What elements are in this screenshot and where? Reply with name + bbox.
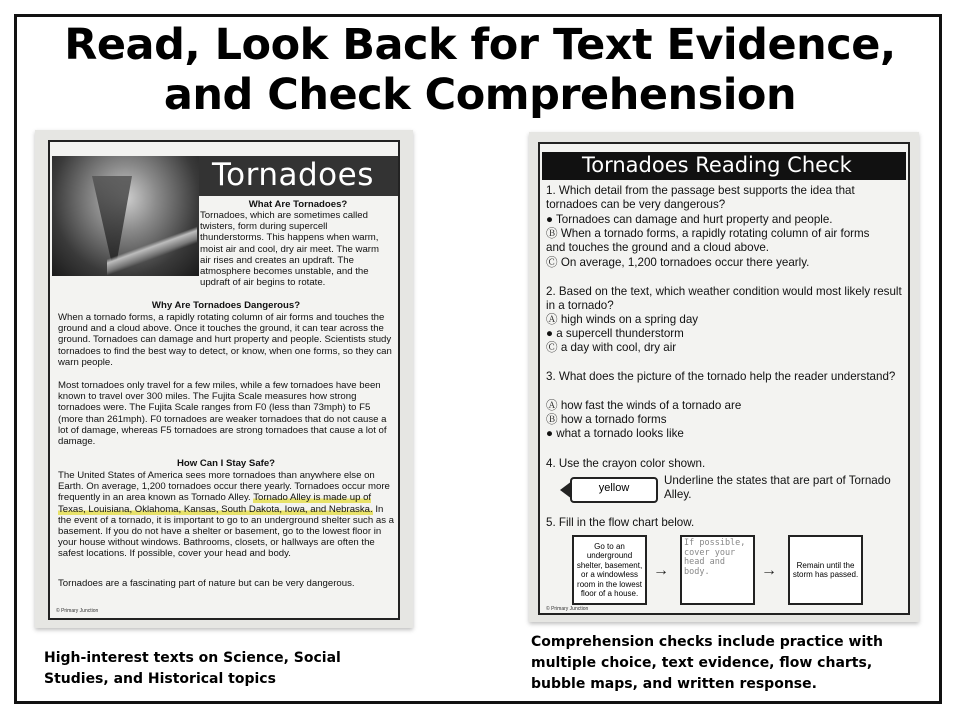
heading-stay-safe: How Can I Stay Safe? <box>176 458 276 469</box>
question-2: 2. Based on the text, which weather condition would most likely result in a tornado? <box>546 285 902 313</box>
crayon-color-label: yellow <box>598 482 630 494</box>
heading-why-dangerous: Why Are Tornadoes Dangerous? <box>151 300 301 311</box>
article-title: Tornadoes <box>212 157 374 193</box>
paragraph-5: Tornadoes are a fascinating part of nature but can be very dangerous. <box>58 578 355 589</box>
left-caption: High-interest texts on Science, Social Studies, and Historical topics <box>44 650 341 687</box>
q1-option-a: ● Tornadoes can damage and hurt property and people. <box>546 213 833 226</box>
q3-option-b: Ⓑ how a tornado forms <box>546 413 667 426</box>
question-1: 1. Which detail from the passage best supports the idea that tornadoes can be very dangerous? <box>546 184 855 212</box>
q1-option-b: Ⓑ When a tornado forms, a rapidly rotating column of air forms and touches the ground and a cloud above. <box>546 227 870 255</box>
reading-check-title-bar <box>542 152 906 180</box>
reading-check-title: Tornadoes Reading Check <box>582 153 852 177</box>
q3-option-a: Ⓐ how fast the winds of a tornado are <box>546 399 742 412</box>
question-3: 3. What does the picture of the tornado help the reader understand? <box>546 370 896 383</box>
q4-instruction: Underline the states that are part of Tornado Alley. <box>664 474 891 502</box>
paragraph-1: Tornadoes, which are sometimes called twisters, form during supercell thunderstorms. This happens when warm, moist air and cool, dry air meet. The warm air rises and creates an updraft. The atmosphere becomes unstable, and the updraft of air begins to rotate. <box>200 210 379 289</box>
flow-chart-box-2-handwritten: If possible, cover your head and body. <box>680 535 755 605</box>
flow-chart-box-3: Remain until the storm has passed. <box>788 535 863 605</box>
q3-option-c: ● what a tornado looks like <box>546 427 684 440</box>
flow-chart-box-1: Go to an underground shelter, basement, or a windowless room in the lowest floor of a house. <box>572 535 647 605</box>
reading-check-page <box>538 142 910 615</box>
paragraph-2: When a tornado forms, a rapidly rotating column of air forms and touches the ground and a cloud above. Once it touches the ground, it can tear across the ground. Tornadoes can damage and hurt property and people. Scientists study tornadoes to find the best way to detect, or know, when one forms, so they can warn people. <box>58 312 392 368</box>
crayon-graphic <box>570 477 658 503</box>
q1-option-c: Ⓒ On average, 1,200 tornadoes occur there yearly. <box>546 256 810 269</box>
question-4: 4. Use the crayon color shown. <box>546 457 706 470</box>
question-5: 5. Fill in the flow chart below. <box>546 516 695 529</box>
tornadoes-article-page <box>48 140 400 620</box>
heading-what-are-tornadoes: What Are Tornadoes? <box>248 199 348 210</box>
paragraph-3: Most tornadoes only travel for a few miles, while a few tornadoes have been known to travel over 300 miles. The Fujita Scale measures how strong tornadoes were. The Fujita Scale ranges from F0 (less than 73mph) to F5 (more than 261mph). F0 tornadoes are weaker tornadoes that do not cause a lot of damage, whereas F5 tornadoes are strong tornadoes that cause a lot of damage. <box>58 380 387 448</box>
article-title-bar <box>52 156 398 196</box>
right-copyright: © Primary Junction <box>546 606 589 612</box>
flow-arrow-1-icon: → <box>653 562 669 579</box>
q2-option-b: ● a supercell thunderstorm <box>546 327 684 340</box>
flow-arrow-2-icon: → <box>761 562 777 579</box>
q2-option-c: Ⓒ a day with cool, dry air <box>546 341 677 354</box>
paragraph-4: The United States of America sees more tornadoes than anywhere else on Earth. On average, 1,200 tornadoes occur there yearly. Tornadoes occur more frequently in an area known as Tornado Alley. Tornado Alley is made up of Texas, Louisiana, Oklahoma, Kansas, South Dakota, Iowa, and Nebraska. In the event of a tornado, it is important to go to an underground shelter such as a basement. If you do not have a shelter or basement, go to the lowest floor in your house without windows. Bathrooms, closets, or hallways are often the safest locations. If possible, cover your head and body. <box>58 470 394 560</box>
left-copyright: © Primary Junction <box>56 608 99 614</box>
highlighted-text: Tornado Alley is made up of Texas, Louisiana, Oklahoma, Kansas, South Dakota, Iowa, and Nebraska. <box>58 492 373 515</box>
headline-line-2: and Check Comprehension <box>163 70 797 120</box>
right-caption: Comprehension checks include practice with multiple choice, text evidence, flow charts, bubble maps, and written response. <box>531 634 883 692</box>
q2-option-a: Ⓐ high winds on a spring day <box>546 313 699 326</box>
headline-line-1: Read, Look Back for Text Evidence, <box>64 20 896 70</box>
